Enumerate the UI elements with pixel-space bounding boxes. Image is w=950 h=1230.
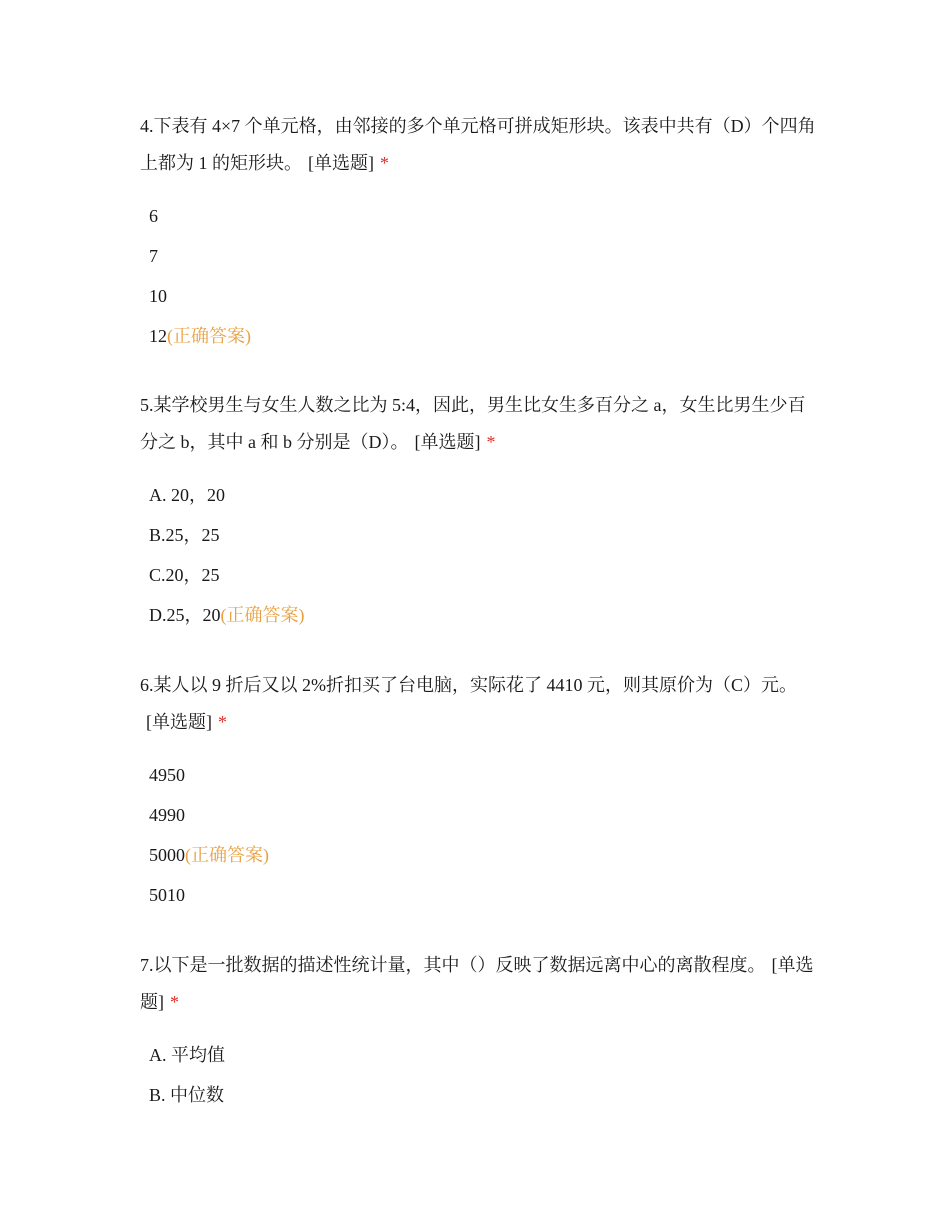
question-5: [140, 387, 820, 635]
question-7: [140, 947, 820, 1115]
option-item[interactable]: [149, 515, 820, 555]
option-item[interactable]: [149, 875, 820, 915]
option-item[interactable]: [149, 755, 820, 795]
option-text: 4950: [149, 765, 185, 785]
option-text: D.25，20: [149, 605, 221, 625]
question-type-label: [单选题]: [414, 432, 481, 452]
question-type-label: [单选题]: [140, 955, 814, 1012]
option-text: 5000: [149, 845, 185, 865]
option-list: [140, 755, 820, 915]
required-mark: *: [486, 432, 496, 452]
option-item[interactable]: [149, 475, 820, 515]
option-item[interactable]: [149, 196, 820, 236]
option-item[interactable]: [149, 795, 820, 835]
correct-answer-tag: (正确答案): [167, 326, 251, 346]
option-list: [140, 475, 820, 635]
option-text: A. 平均值: [149, 1045, 225, 1065]
required-mark: *: [380, 153, 389, 173]
question-stem: [140, 108, 820, 182]
option-text: 12: [149, 326, 167, 346]
option-list: [140, 1035, 820, 1115]
question-type-label: [单选题]: [146, 712, 212, 732]
option-text: 4990: [149, 805, 185, 825]
question-text: 6.某人以 9 折后又以 2%折扣买了台电脑，实际花了 4410 元，则其原价为（C）元。: [140, 675, 797, 695]
required-mark: *: [218, 712, 227, 732]
option-item[interactable]: [149, 236, 820, 276]
option-item[interactable]: [149, 316, 820, 356]
correct-answer-tag: (正确答案): [220, 605, 305, 625]
required-mark: *: [170, 992, 179, 1012]
question-stem: [140, 667, 820, 741]
option-text: C.20，25: [149, 565, 220, 585]
question-4: [140, 108, 820, 356]
question-text: 7.以下是一批数据的描述性统计量，其中（）反映了数据远离中心的离散程度。: [140, 955, 766, 975]
question-6: [140, 667, 820, 915]
option-item[interactable]: [149, 1075, 820, 1115]
option-item[interactable]: [149, 276, 820, 316]
question-text: 4.下表有 4×7 个单元格，由邻接的多个单元格可拼成矩形块。该表中共有（D）个四角上都为 1 的矩形块。: [140, 116, 816, 173]
option-text: A. 20，20: [149, 485, 225, 505]
option-item[interactable]: [149, 555, 820, 595]
option-list: [140, 196, 820, 356]
option-text: B.25，25: [149, 525, 220, 545]
option-item[interactable]: [149, 835, 820, 875]
correct-answer-tag: (正确答案): [185, 845, 269, 865]
option-item[interactable]: [149, 1035, 820, 1075]
option-text: B. 中位数: [149, 1085, 225, 1105]
option-text: 6: [149, 206, 158, 226]
option-text: 10: [149, 286, 167, 306]
question-stem: [140, 387, 820, 461]
question-text: 5.某学校男生与女生人数之比为 5:4，因此，男生比女生多百分之 a，女生比男生少百分之 b，其中 a 和 b 分别是（D）。: [140, 395, 806, 452]
option-text: 5010: [149, 885, 185, 905]
option-item[interactable]: [149, 595, 820, 635]
question-type-label: [单选题]: [308, 153, 374, 173]
question-stem: [140, 947, 820, 1021]
option-text: 7: [149, 246, 158, 266]
